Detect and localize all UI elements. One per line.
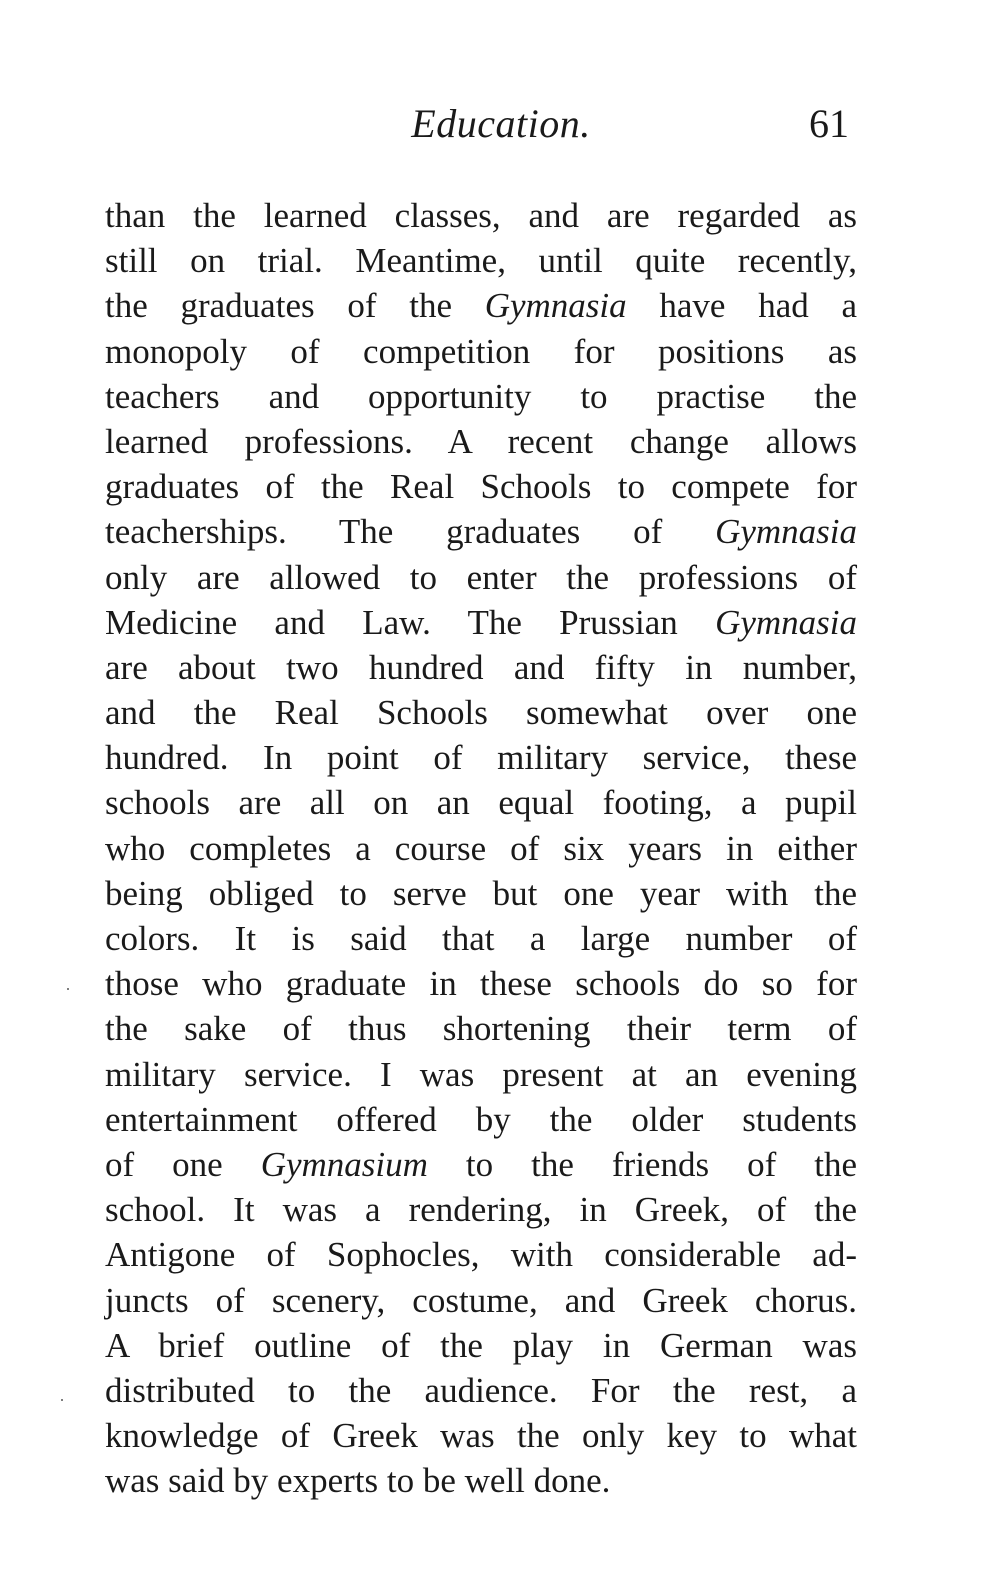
text-line: [105, 193, 857, 238]
text-line: [105, 374, 857, 419]
text-line: [105, 419, 857, 464]
text-line: [105, 1232, 857, 1277]
text-line: [105, 600, 857, 645]
text-run: being obliged to serve but one year with the: [105, 873, 857, 913]
text-line: [105, 1278, 857, 1323]
text-line: [105, 826, 857, 871]
text-run: the graduates of the: [105, 286, 485, 326]
text-run: graduates of the Real Schools to compete for: [105, 467, 857, 507]
text-line: [105, 735, 857, 780]
text-run: than the learned classes, and are regarded as: [105, 196, 857, 235]
text-run: Medicine and Law. The Prussian: [105, 602, 716, 642]
text-run: Antigone of Sophocles, with considerable ad-: [105, 1235, 857, 1275]
text-run: to the friends of the: [427, 1144, 857, 1184]
page-number: 61: [809, 101, 849, 146]
text-run: distributed to the audience. For the rest, a: [105, 1370, 857, 1410]
italic-term: Gymnasia: [715, 512, 857, 552]
text-run: who completes a course of six years in either: [105, 828, 857, 868]
text-run: still on trial. Meantime, until quite recently,: [105, 241, 857, 281]
text-line: [105, 283, 857, 328]
text-run: military service. I was present at an evening: [105, 1054, 857, 1094]
text-run: are about two hundred and fifty in number,: [105, 647, 857, 687]
text-line: [105, 780, 857, 825]
text-line: [105, 1006, 857, 1051]
text-line: [105, 1413, 857, 1458]
text-run: knowledge of Greek was the only key to what: [105, 1416, 857, 1456]
text-run: those who graduate in these schools do so for: [105, 964, 857, 1004]
text-run: have had a: [626, 286, 857, 326]
text-run: schools are all on an equal footing, a pupil: [105, 783, 857, 823]
text-line: [105, 1097, 857, 1142]
text-run: teacherships. The graduates of: [105, 512, 716, 552]
text-run: entertainment offered by the older students: [105, 1099, 857, 1139]
text-run: A brief outline of the play in German was: [105, 1325, 857, 1365]
text-line: [105, 329, 857, 374]
italic-term: Gymnasium: [260, 1144, 428, 1184]
italic-term: Gymnasia: [715, 602, 857, 642]
text-line: [105, 464, 857, 509]
text-run: hundred. In point of military service, these: [105, 738, 857, 778]
text-run: was said by experts to be well done.: [105, 1461, 611, 1501]
running-head-title: Education.: [411, 101, 591, 146]
italic-term: Gymnasia: [484, 286, 627, 326]
text-line: [105, 916, 857, 961]
text-run: school. It was a rendering, in Greek, of the: [105, 1190, 857, 1230]
body-text: [105, 193, 857, 1503]
text-run: juncts of scenery, costume, and Greek chorus.: [105, 1280, 857, 1320]
text-line: [105, 1142, 857, 1187]
scan-speck: [67, 988, 69, 990]
text-line: [105, 645, 857, 690]
text-line: [105, 1052, 857, 1097]
text-line: [105, 555, 857, 600]
text-line: [105, 1187, 857, 1232]
text-line: [105, 871, 857, 916]
text-run: monopoly of competition for positions as: [105, 331, 857, 371]
text-run: teachers and opportunity to practise the: [105, 376, 857, 416]
text-line: [105, 1368, 857, 1413]
text-run: colors. It is said that a large number of: [105, 919, 857, 958]
text-run: the sake of thus shortening their term of: [105, 1009, 857, 1049]
text-run: learned professions. A recent change allows: [105, 421, 857, 461]
text-line: [105, 961, 857, 1006]
running-head: [105, 100, 857, 160]
scan-speck: [61, 1399, 63, 1401]
text-line: [105, 509, 857, 554]
text-run: of one: [105, 1144, 261, 1184]
text-line: [105, 1458, 857, 1503]
text-line: [105, 238, 857, 283]
text-run: only are allowed to enter the professions of: [105, 557, 857, 597]
text-run: and the Real Schools somewhat over one: [105, 693, 857, 733]
text-line: [105, 1323, 857, 1368]
text-line: [105, 690, 857, 735]
